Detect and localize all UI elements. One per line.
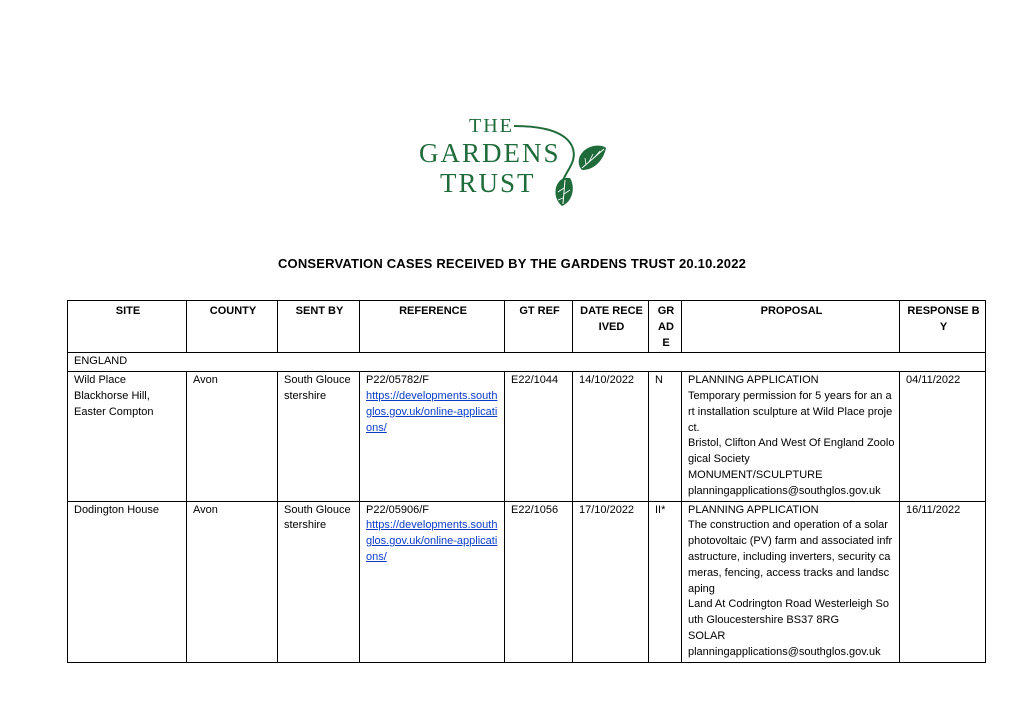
reference-link[interactable]: https://developments.southglos.gov.uk/online-applications/	[366, 389, 498, 434]
proposal-category: SOLAR	[688, 629, 726, 642]
header-gt-ref: GT REF	[505, 301, 573, 353]
header-proposal: PROPOSAL	[682, 301, 900, 353]
table-row	[68, 501, 986, 662]
header-date-received: DATE RECEIVED	[573, 301, 649, 353]
county-cell: Avon	[187, 372, 278, 501]
site-line: Dodington House	[74, 503, 160, 516]
header-county: COUNTY	[187, 301, 278, 353]
date-received-cell: 17/10/2022	[573, 501, 649, 662]
header-sent-by: SENT BY	[278, 301, 360, 353]
county-cell: Avon	[187, 501, 278, 662]
sent-by-cell: South Gloucestershire	[278, 501, 360, 662]
proposal-description: Temporary permission for 5 years for an art installation sculpture at Wild Place project.	[688, 389, 893, 434]
response-by-cell: 04/11/2022	[900, 372, 986, 501]
grade-cell: II*	[649, 501, 682, 662]
reference-number: P22/05906/F	[366, 503, 429, 516]
proposal-cell	[682, 501, 900, 662]
section-label: ENGLAND	[68, 353, 986, 372]
site-line: Blackhorse Hill,	[74, 389, 150, 402]
conservation-cases-table	[67, 300, 986, 663]
site-line: Wild Place	[74, 374, 126, 387]
date-received-cell: 14/10/2022	[573, 372, 649, 501]
site-line: Easter Compton	[74, 405, 154, 418]
header-response-by: RESPONSE BY	[900, 301, 986, 353]
table-header-row	[68, 301, 986, 353]
proposal-type: PLANNING APPLICATION	[688, 503, 819, 516]
proposal-email: planningapplications@southglos.gov.uk	[688, 484, 881, 497]
grade-cell: N	[649, 372, 682, 501]
proposal-category: MONUMENT/SCULPTURE	[688, 468, 823, 481]
reference-cell	[360, 501, 505, 662]
reference-link[interactable]: https://developments.southglos.gov.uk/online-applications/	[366, 519, 498, 563]
logo-line-trust: TRUST	[440, 168, 536, 198]
table-row	[68, 372, 986, 501]
proposal-description: The construction and operation of a solar photovoltaic (PV) farm and associated infrastructure, including inverters, security cameras, fencing, access tracks and landscaping	[688, 519, 893, 595]
header-grade: GRADE	[649, 301, 682, 353]
header-site: SITE	[68, 301, 187, 353]
reference-number: P22/05782/F	[366, 374, 429, 387]
proposal-cell	[682, 372, 900, 501]
document-title: CONSERVATION CASES RECEIVED BY THE GARDENS TRUST 20.10.2022	[277, 256, 747, 271]
section-row	[68, 353, 986, 372]
proposal-location: Land At Codrington Road Westerleigh South Gloucestershire BS37 8RG	[688, 598, 889, 627]
gardens-trust-logo	[414, 112, 614, 212]
gt-ref-cell: E22/1044	[505, 372, 573, 501]
gt-ref-cell: E22/1056	[505, 501, 573, 662]
proposal-applicant: Bristol, Clifton And West Of England Zoological Society	[688, 437, 895, 466]
proposal-email: planningapplications@southglos.gov.uk	[688, 645, 881, 658]
site-cell	[68, 372, 187, 501]
header-reference: REFERENCE	[360, 301, 505, 353]
proposal-type: PLANNING APPLICATION	[688, 374, 819, 387]
site-cell	[68, 501, 187, 662]
sent-by-cell: South Gloucestershire	[278, 372, 360, 501]
logo-line-the: THE	[469, 115, 514, 137]
reference-cell	[360, 372, 505, 501]
response-by-cell: 16/11/2022	[900, 501, 986, 662]
logo-line-gardens: GARDENS	[419, 138, 561, 168]
